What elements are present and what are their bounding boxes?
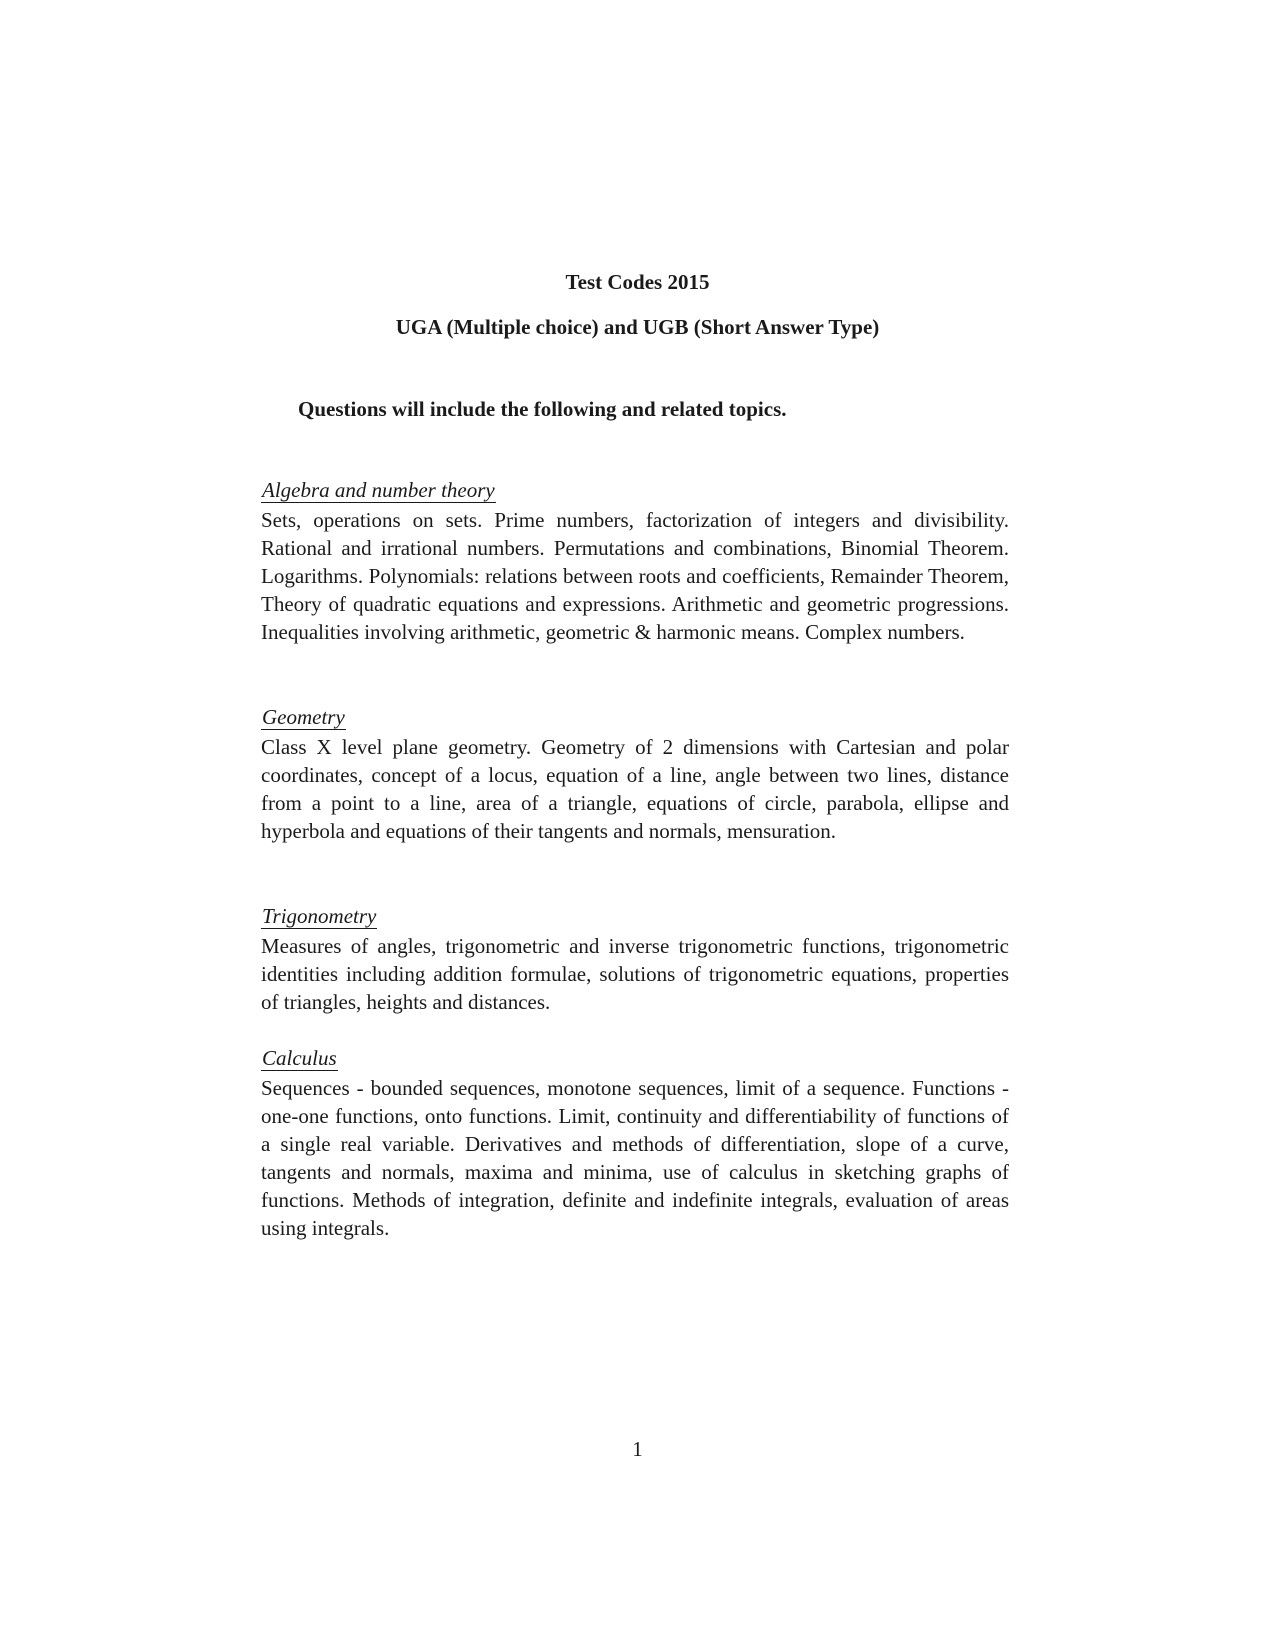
section-calculus <box>261 1044 1009 1242</box>
section-trigonometry <box>261 902 1009 1016</box>
section-heading: Algebra and number theory <box>262 478 495 502</box>
section-body: Sets, operations on sets. Prime numbers, factorization of integers and divisibility. Rational and irrational numbers. Permutations and combinations, Binomial Theorem. Logarithms. Polynomials: relations between roots and coefficients, Remainder Theorem, Theory of quadratic equations and expressions. Arithmetic and geometric progressions. Inequalities involving arithmetic, geometric & harmonic means. Complex numbers. <box>261 508 1009 644</box>
section-algebra <box>261 476 1009 646</box>
page-number: 1 <box>632 1437 643 1461</box>
section-body: Class X level plane geometry. Geometry of 2 dimensions with Cartesian and polar coordinates, concept of a locus, equation of a line, angle between two lines, distance from a point to a line, area of a triangle, equations of circle, parabola, ellipse and hyperbola and equations of their tangents and normals, mensuration. <box>261 735 1009 843</box>
section-body: Measures of angles, trigonometric and inverse trigonometric functions, trigonometric identities including addition formulae, solutions of trigonometric equations, properties of triangles, heights and distances. <box>261 934 1009 1014</box>
document-subtitle: UGA (Multiple choice) and UGB (Short Answer Type) <box>395 315 880 339</box>
section-body: Sequences - bounded sequences, monotone sequences, limit of a sequence. Functions - one-one functions, onto functions. Limit, continuity and differentiability of functions of a single real variable. Derivatives and methods of differentiation, slope of a curve, tangents and normals, maxima and minima, use of calculus in sketching graphs of functions. Methods of integration, definite and indefinite integrals, evaluation of areas using integrals. <box>261 1076 1009 1240</box>
section-heading: Calculus <box>262 1046 337 1070</box>
intro-text: Questions will include the following and related topics. <box>298 397 787 421</box>
document-title: Test Codes 2015 <box>565 270 710 294</box>
section-geometry <box>261 703 1009 845</box>
section-heading: Geometry <box>262 705 345 729</box>
section-heading: Trigonometry <box>262 904 377 928</box>
